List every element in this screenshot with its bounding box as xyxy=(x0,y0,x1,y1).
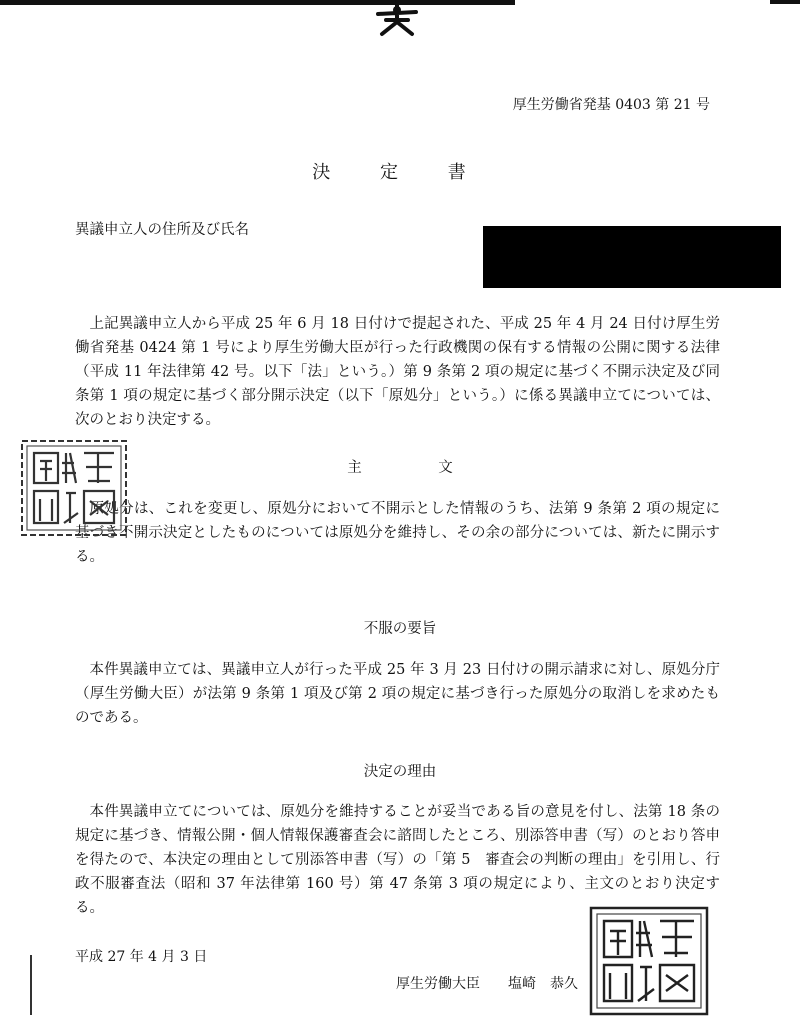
filing-mark-icon xyxy=(372,0,422,38)
top-edge-line xyxy=(0,0,515,5)
signatory-name: 塩崎 恭久 xyxy=(508,976,578,992)
document-title: 決 定 書 xyxy=(312,162,488,183)
applicant-label: 異議申立人の住所及び氏名 xyxy=(75,222,249,238)
reasons-body: 本件異議申立てについては、原処分を維持することが妥当である旨の意見を付し、法第 18 条の規定に基づき、情報公開・個人情報保護審査会に諮問したところ、別添答申書（写）のとおり答申を得たので、本決定の理由として別添答申書（写）の「第 5 審査会の判断の理由」を引用し、行政不服審査法（昭和 37 年法律第 160 号）第 47 条第 3 項の規定により、主文のとおり決定する。 xyxy=(75,804,720,916)
main-text-body: 原処分は、これを変更し、原処分において不開示とした情報のうち、法第 9 条第 2 項の規定に基づき不開示決定としたものについては原処分を維持し、その余の部分については、新たに開示する。 xyxy=(75,501,720,565)
intro-paragraph: 上記異議申立人から平成 25 年 6 月 18 日付けで提起された、平成 25 年 4 月 24 日付け厚生労働省発基 0424 第 1 号により厚生労働大臣が行った行政機関の保有する情報の公開に関する法律（平成 11 年法律第 42 号。以下「法」という。）第 9 条第 2 項の規定に基づく不開示決定及び同条第 1 項の規定に基づく部分開示決定（以下「原処分」という。）に係る異議申立てについては、次のとおり決定する。 xyxy=(75,316,720,428)
decision-date: 平成 27 年 4 月 3 日 xyxy=(75,949,208,965)
objection-body: 本件異議申立ては、異議申立人が行った平成 25 年 3 月 23 日付けの開示請求に対し、原処分庁（厚生労働大臣）が法第 9 条第 1 項及び第 2 項の規定に基づき行った原処分の取消しを求めたものである。 xyxy=(75,662,720,726)
main-text-heading: 主 文 xyxy=(347,460,489,476)
margin-mark xyxy=(30,955,32,1015)
objection-heading: 不服の要旨 xyxy=(363,621,437,637)
official-seal-icon xyxy=(18,437,130,539)
corner-mark xyxy=(770,0,800,10)
redaction-block xyxy=(483,226,781,288)
document-number: 厚生労働省発基 0403 第 21 号 xyxy=(512,97,710,113)
reasons-heading: 決定の理由 xyxy=(363,764,437,780)
signatory-title: 厚生労働大臣 xyxy=(396,976,480,992)
signatory xyxy=(396,973,578,993)
official-seal-icon xyxy=(588,905,710,1017)
